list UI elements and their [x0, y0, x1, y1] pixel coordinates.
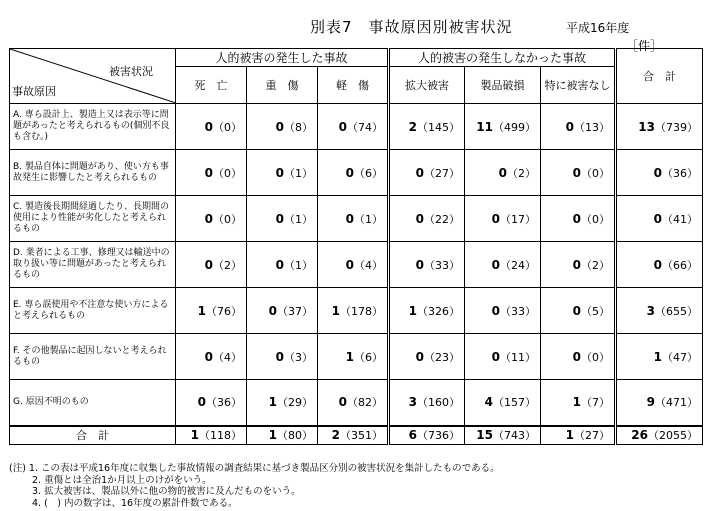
data-cell: 0（0）	[176, 196, 247, 242]
cumulative-value: 157	[504, 396, 525, 410]
cumulative-value: 178	[351, 304, 372, 318]
count-value: 0	[415, 165, 424, 180]
count-value: 0	[491, 303, 500, 318]
count-value: 0	[204, 349, 213, 364]
note-1: (注) 1. この表は平成16年度に収集した事故情報の調査結果に基づき製品区分別の被害状況を集計したものである。	[9, 463, 500, 474]
total-label: 合 計	[10, 426, 176, 445]
cumulative-value: 2	[592, 258, 599, 272]
cumulative-value: 326	[428, 304, 449, 318]
total-cell: 2（351）	[318, 426, 389, 445]
grand-total-cell: 26（2055）	[616, 426, 703, 445]
row-total-cell: 3（655）	[616, 288, 703, 334]
count-value: 26	[631, 428, 648, 443]
cumulative-value: 37	[288, 304, 302, 318]
data-cell: 0（1）	[247, 242, 318, 288]
data-cell: 3（160）	[389, 380, 465, 426]
count-value: 3	[408, 395, 417, 410]
data-cell: 1（178）	[318, 288, 389, 334]
cumulative-value: 2	[224, 258, 231, 272]
count-value: 1	[197, 303, 206, 318]
cumulative-value: 739	[666, 120, 687, 134]
col-minor-injury: 軽 傷	[318, 67, 389, 104]
cumulative-value: 13	[585, 120, 599, 134]
data-cell: 0（24）	[465, 242, 541, 288]
data-cell: 0（1）	[318, 196, 389, 242]
cumulative-value: 33	[511, 304, 525, 318]
cumulative-value: 33	[435, 258, 449, 272]
count-value: 0	[204, 211, 213, 226]
count-value: 0	[268, 303, 277, 318]
count-value: 0	[565, 119, 574, 134]
data-cell: 1（7）	[541, 380, 616, 426]
cumulative-value: 1	[295, 212, 302, 226]
count-value: 0	[197, 395, 206, 410]
accident-cause-label: 事故原因	[12, 85, 56, 98]
cumulative-value: 82	[358, 396, 372, 410]
cumulative-value: 24	[511, 258, 525, 272]
count-value: 0	[415, 257, 424, 272]
row-total-cell: 9（471）	[616, 380, 703, 426]
count-value: 1	[572, 395, 581, 410]
table-row	[10, 288, 703, 334]
count-value: 0	[653, 211, 662, 226]
count-value: 4	[484, 395, 493, 410]
data-cell: 0（2）	[176, 242, 247, 288]
table-row	[10, 150, 703, 196]
row-total-cell: 0（66）	[616, 242, 703, 288]
count-value: 0	[491, 349, 500, 364]
data-cell: 0（1）	[247, 196, 318, 242]
count-value: 1	[190, 428, 199, 443]
data-cell: 0（8）	[247, 104, 318, 150]
count-value: 0	[498, 165, 507, 180]
count-value: 0	[572, 349, 581, 364]
cumulative-value: 66	[673, 258, 687, 272]
cumulative-value: 160	[428, 396, 449, 410]
cumulative-value: 80	[288, 429, 302, 443]
table-row	[10, 334, 703, 380]
col-death: 死 亡	[176, 67, 247, 104]
count-value: 0	[275, 165, 284, 180]
cause-cell: C. 製造後長期間経過したり、長期間の使用により性能が劣化したと考えられるもの	[10, 196, 176, 242]
cumulative-value: 5	[592, 304, 599, 318]
count-value: 1	[268, 428, 277, 443]
cumulative-value: 4	[365, 258, 372, 272]
cumulative-value: 0	[224, 212, 231, 226]
data-cell: 0（82）	[318, 380, 389, 426]
data-cell: 1（29）	[247, 380, 318, 426]
data-cell: 0（0）	[176, 104, 247, 150]
count-value: 0	[275, 211, 284, 226]
count-value: 0	[491, 211, 500, 226]
data-cell: 0（2）	[465, 150, 541, 196]
cumulative-value: 0	[592, 212, 599, 226]
count-value: 0	[491, 257, 500, 272]
count-value: 15	[476, 428, 493, 443]
count-value: 2	[408, 119, 417, 134]
total-header: 合 計	[616, 49, 703, 104]
data-cell: 0（1）	[247, 150, 318, 196]
count-value: 0	[204, 257, 213, 272]
count-value: 0	[653, 257, 662, 272]
data-cell: 0（23）	[389, 334, 465, 380]
count-value: 0	[338, 395, 347, 410]
cumulative-value: 29	[288, 396, 302, 410]
cumulative-value: 22	[435, 212, 449, 226]
notes	[9, 463, 500, 509]
total-cell: 1（80）	[247, 426, 318, 445]
cumulative-value: 4	[224, 350, 231, 364]
count-value: 1	[565, 428, 574, 443]
col-extended-damage: 拡大被害	[389, 67, 465, 104]
data-cell: 0（33）	[465, 288, 541, 334]
total-cell: 1（118）	[176, 426, 247, 445]
count-value: 0	[572, 165, 581, 180]
data-cell: 0（0）	[541, 334, 616, 380]
data-cell: 0（13）	[541, 104, 616, 150]
group-nonhuman-header: 人的被害の発生しなかった事故	[389, 49, 616, 67]
row-total-cell: 1（47）	[616, 334, 703, 380]
count-value: 0	[204, 165, 213, 180]
data-cell: 0（22）	[389, 196, 465, 242]
page-title: 別表7 事故原因別被害状況	[310, 18, 513, 36]
total-cell: 15（743）	[465, 426, 541, 445]
count-value: 13	[638, 119, 655, 134]
count-value: 6	[408, 428, 417, 443]
data-cell: 1（326）	[389, 288, 465, 334]
row-total-cell: 0（41）	[616, 196, 703, 242]
count-value: 0	[275, 257, 284, 272]
count-value: 0	[345, 165, 354, 180]
cumulative-value: 351	[351, 429, 372, 443]
data-cell: 0（0）	[541, 150, 616, 196]
col-product-damage: 製品破損	[465, 67, 541, 104]
count-value: 0	[338, 119, 347, 134]
data-cell: 0（3）	[247, 334, 318, 380]
cumulative-value: 0	[224, 166, 231, 180]
group-human-header: 人的被害の発生した事故	[176, 49, 389, 67]
title-bar	[0, 16, 721, 36]
data-cell: 0（2）	[541, 242, 616, 288]
table-row	[10, 380, 703, 426]
cumulative-value: 76	[217, 304, 231, 318]
cause-cell: E. 専ら誤使用や不注意な使い方によると考えられるもの	[10, 288, 176, 334]
cumulative-value: 27	[585, 429, 599, 443]
cumulative-value: 74	[358, 120, 372, 134]
data-cell: 0（4）	[176, 334, 247, 380]
cause-cell: A. 専ら設計上、製造上又は表示等に問題があったと考えられるもの(個別不良も含む。)	[10, 104, 176, 150]
data-cell: 4（157）	[465, 380, 541, 426]
total-cell: 1（27）	[541, 426, 616, 445]
data-cell: 0（36）	[176, 380, 247, 426]
count-value: 11	[476, 119, 493, 134]
data-cell: 0（4）	[318, 242, 389, 288]
count-value: 1	[268, 395, 277, 410]
col-serious-injury: 重 傷	[247, 67, 318, 104]
cumulative-value: 2	[518, 166, 525, 180]
count-value: 1	[653, 349, 662, 364]
row-total-cell: 0（36）	[616, 150, 703, 196]
count-value: 0	[345, 257, 354, 272]
unit-label: ［件］	[626, 39, 663, 53]
cumulative-value: 41	[673, 212, 687, 226]
count-value: 0	[345, 211, 354, 226]
diagonal-header-cell	[10, 49, 176, 104]
cumulative-value: 23	[435, 350, 449, 364]
count-value: 0	[572, 303, 581, 318]
data-cell: 0（5）	[541, 288, 616, 334]
cumulative-value: 0	[592, 166, 599, 180]
table-row	[10, 104, 703, 150]
data-cell: 2（145）	[389, 104, 465, 150]
cumulative-value: 36	[673, 166, 687, 180]
cause-cell: G. 原因不明のもの	[10, 380, 176, 426]
data-cell: 0（6）	[318, 150, 389, 196]
cumulative-value: 27	[435, 166, 449, 180]
total-row	[10, 426, 703, 445]
count-value: 3	[646, 303, 655, 318]
cumulative-value: 499	[504, 120, 525, 134]
cumulative-value: 6	[365, 166, 372, 180]
data-cell: 0（17）	[465, 196, 541, 242]
fiscal-year: 平成16年度	[566, 21, 630, 35]
count-value: 2	[331, 428, 340, 443]
count-value: 0	[415, 211, 424, 226]
data-cell: 0（37）	[247, 288, 318, 334]
count-value: 1	[345, 349, 354, 364]
cumulative-value: 0	[224, 120, 231, 134]
data-cell: 0（27）	[389, 150, 465, 196]
cumulative-value: 736	[428, 429, 449, 443]
data-cell: 0（11）	[465, 334, 541, 380]
cumulative-value: 743	[504, 429, 525, 443]
count-value: 0	[653, 165, 662, 180]
note-3: 3. 拡大被害は、製品以外に他の物的被害に及んだものをいう。	[32, 486, 301, 497]
count-value: 0	[572, 257, 581, 272]
cause-cell: B. 製品自体に問題があり、使い方も事故発生に影響したと考えられるもの	[10, 150, 176, 196]
note-4: 4. ( ) 内の数字は、16年度の累計件数である。	[32, 497, 238, 509]
cumulative-value: 6	[365, 350, 372, 364]
data-cell: 1（76）	[176, 288, 247, 334]
cumulative-value: 655	[666, 304, 687, 318]
cumulative-value: 471	[666, 396, 687, 410]
count-value: 0	[204, 119, 213, 134]
cumulative-value: 11	[511, 350, 525, 364]
table-row	[10, 242, 703, 288]
count-value: 0	[275, 349, 284, 364]
cumulative-value: 47	[673, 350, 687, 364]
cumulative-value: 1	[365, 212, 372, 226]
data-cell: 0（33）	[389, 242, 465, 288]
data-cell: 11（499）	[465, 104, 541, 150]
cumulative-value: 17	[511, 212, 525, 226]
data-cell: 0（0）	[541, 196, 616, 242]
cause-cell: D. 業者による工事、修理又は輸送中の取り扱い等に問題があったと考えられるもの	[10, 242, 176, 288]
col-no-damage: 特に被害なし	[541, 67, 616, 104]
count-value: 1	[331, 303, 340, 318]
total-cell: 6（736）	[389, 426, 465, 445]
count-value: 1	[408, 303, 417, 318]
cumulative-value: 1	[295, 258, 302, 272]
note-2: 2. 重傷とは全治1か月以上のけがをいう。	[32, 474, 212, 486]
cause-cell: F. その他製品に起因しないと考えられるもの	[10, 334, 176, 380]
count-value: 0	[415, 349, 424, 364]
cumulative-value: 2055	[659, 429, 687, 443]
cumulative-value: 36	[217, 396, 231, 410]
row-total-cell: 13（739）	[616, 104, 703, 150]
table-row	[10, 196, 703, 242]
data-cell: 1（6）	[318, 334, 389, 380]
data-cell: 0（0）	[176, 150, 247, 196]
count-value: 0	[572, 211, 581, 226]
cumulative-value: 0	[592, 350, 599, 364]
cumulative-value: 118	[210, 429, 231, 443]
count-value: 9	[646, 395, 655, 410]
cumulative-value: 3	[295, 350, 302, 364]
data-cell: 0（74）	[318, 104, 389, 150]
cumulative-value: 8	[295, 120, 302, 134]
accident-cause-table	[9, 48, 703, 445]
count-value: 0	[275, 119, 284, 134]
cumulative-value: 145	[428, 120, 449, 134]
cumulative-value: 7	[592, 396, 599, 410]
damage-status-label: 被害状況	[109, 65, 153, 78]
cumulative-value: 1	[295, 166, 302, 180]
